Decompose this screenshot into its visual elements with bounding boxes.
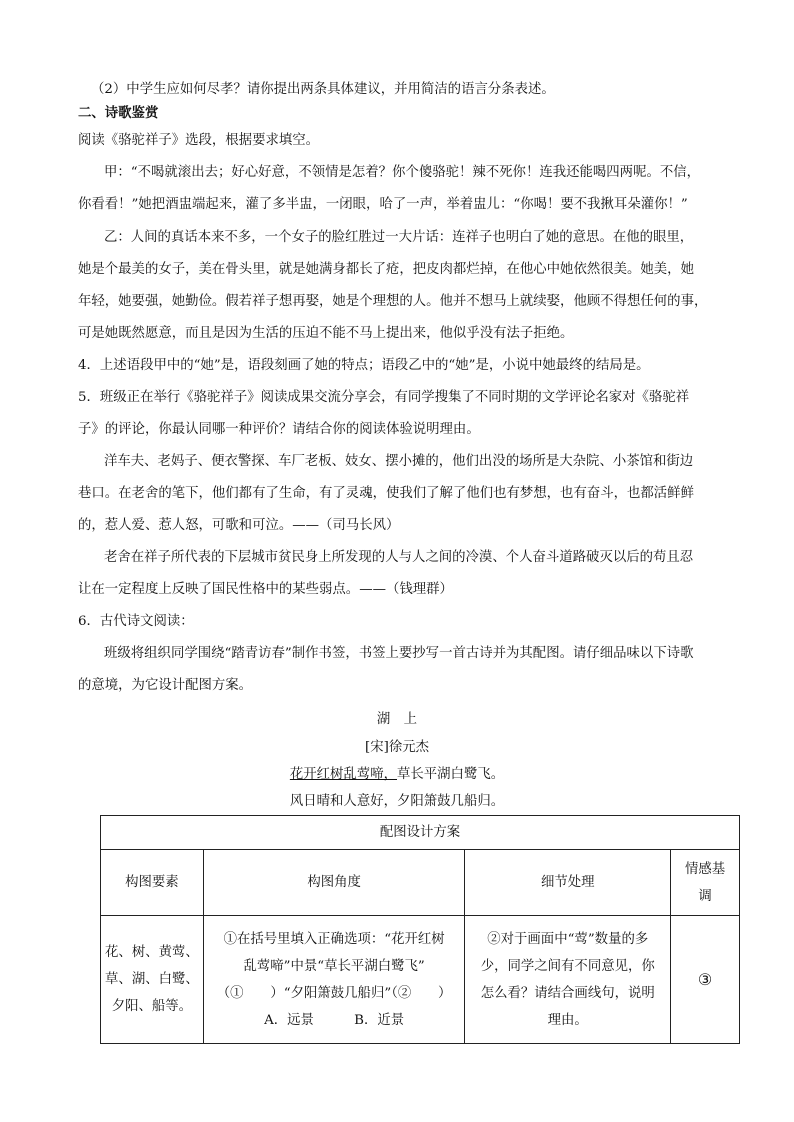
cell-emotion: ③ [671, 916, 740, 1044]
elements-line: 草、湖、白鹭、 [105, 972, 199, 987]
header-elements: 构图要素 [101, 850, 204, 916]
comment-1-line-3: 的，惹人爱、惹人怒，可歌和可泣。——（司马长风） [78, 518, 400, 533]
poem-title: 湖 上 [376, 712, 418, 727]
reading-intro: 阅读《骆驼祥子》选段，根据要求填空。 [78, 133, 320, 148]
passage-yi-line-3: 年轻，她要强，她勤俭。假若祥子想再娶，她是个理想的人。他并不想马上就续娶，他顾不得想任何的事， [78, 294, 708, 309]
angle-line: （① ）“夕阳箫鼓几船归”（② ） [216, 985, 452, 1001]
detail-line: 少，同学之间有不同意见，你 [480, 958, 655, 974]
poem-line-1 [0, 765, 794, 785]
detail-line: 理由。 [547, 1012, 588, 1028]
header-emotion-line-1: 情感基 [684, 861, 726, 877]
cell-angle [203, 916, 465, 1044]
poem-line-2: 风日晴和人意好，夕阳箫鼓几船归。 [289, 794, 505, 809]
cell-elements [101, 916, 204, 1044]
angle-options: A．远景 B．近景 [264, 1012, 405, 1028]
elements-line: 花、树、黄莺、 [105, 945, 199, 960]
underlined-verse: 花开红树乱莺啼， [289, 767, 397, 782]
header-angle: 构图角度 [203, 850, 465, 916]
question-6-line-2: 的意境，为它设计配图方案。 [78, 678, 253, 693]
poem-line-1-rest: 草长平湖白鹭飞。 [397, 767, 505, 782]
header-detail: 细节处理 [465, 850, 671, 916]
cell-detail [465, 916, 671, 1044]
question-6-line-1: 班级将组织同学围绕“踏青访春”制作书签，书签上要抄写一首古诗并为其配图。请仔细品味以下诗歌 [104, 646, 694, 661]
question-4: 4．上述语段甲中的“她”是，语段刻画了她的特点；语段乙中的“她”是，小说中她最终的结局是。 [78, 358, 650, 373]
elements-line: 夕阳、船等。 [111, 999, 193, 1014]
question-5-line-2: 子》的评论，你最认同哪一种评价？请结合你的阅读体验说明理由。 [78, 422, 480, 437]
header-emotion-line-2: 调 [698, 888, 712, 904]
passage-yi-line-2: 她是个最美的女子，美在骨头里，就是她满身都长了疮，把皮肉都烂掉，在他心中她依然很美。她美，她 [78, 262, 694, 277]
comment-2-line-2: 让在一定程度上反映了国民性格中的某些弱点。——（钱理群） [78, 582, 453, 597]
question-6: 6．古代诗文阅读： [78, 614, 194, 629]
table-caption: 配图设计方案 [101, 816, 740, 850]
comment-1-line-1: 洋车夫、老妈子、便衣警探、车厂老板、妓女、摆小摊的，他们出没的场所是大杂院、小茶馆和街边 [104, 454, 694, 469]
detail-line: 怎么看？请结合画线句，说明 [480, 985, 655, 1001]
question-2-sub: （2）中学生应如何尽孝？请你提出两条具体建议，并用简洁的语言分条表述。 [91, 82, 555, 97]
poem-author: [宋]徐元杰 [364, 740, 429, 755]
header-emotion [671, 850, 740, 916]
angle-line: 乱莺啼”中景“草长平湖白鹭飞” [243, 958, 425, 974]
passage-jia-line-2: 你看看！”她把酒盅端起来，灌了多半盅，一闭眼，哈了一声，举着盅儿：“你喝！要不我揪耳朵灌你！” [78, 197, 688, 212]
detail-line: ②对于画面中“莺”数量的多 [487, 931, 649, 947]
passage-jia-line-1: 甲：“不喝就滚出去；好心好意，不领情是怎着？你个傻骆驼！辣不死你！连我还能喝四两呢。不信， [104, 165, 701, 180]
angle-line: ①在括号里填入正确选项：“花开红树 [223, 931, 445, 947]
comment-1-line-2: 巷口。在老舍的笔下，他们都有了生命，有了灵魂，使我们了解了他们也有梦想，也有奋斗，也都活鲜鲜 [78, 486, 694, 501]
passage-yi-line-4: 可是她既然愿意，而且是因为生活的压迫不能不马上提出来，他似乎没有法子拒绝。 [78, 326, 574, 341]
comment-2-line-1: 老舍在祥子所代表的下层城市贫民身上所发现的人与人之间的冷漠、个人奋斗道路破灭以后的苟且忍 [104, 550, 694, 565]
passage-yi-line-1: 乙：人间的真话本来不多，一个女子的脸红胜过一大片话：连祥子也明白了她的意思。在他的眼里， [104, 230, 694, 245]
design-plan-table [100, 815, 740, 1044]
question-5-line-1: 5．班级正在举行《骆驼祥子》阅读成果交流分享会，有同学搜集了不同时期的文学评论名家对《骆驼祥 [78, 390, 690, 405]
section-heading-poetry: 二、诗歌鉴赏 [78, 106, 159, 121]
